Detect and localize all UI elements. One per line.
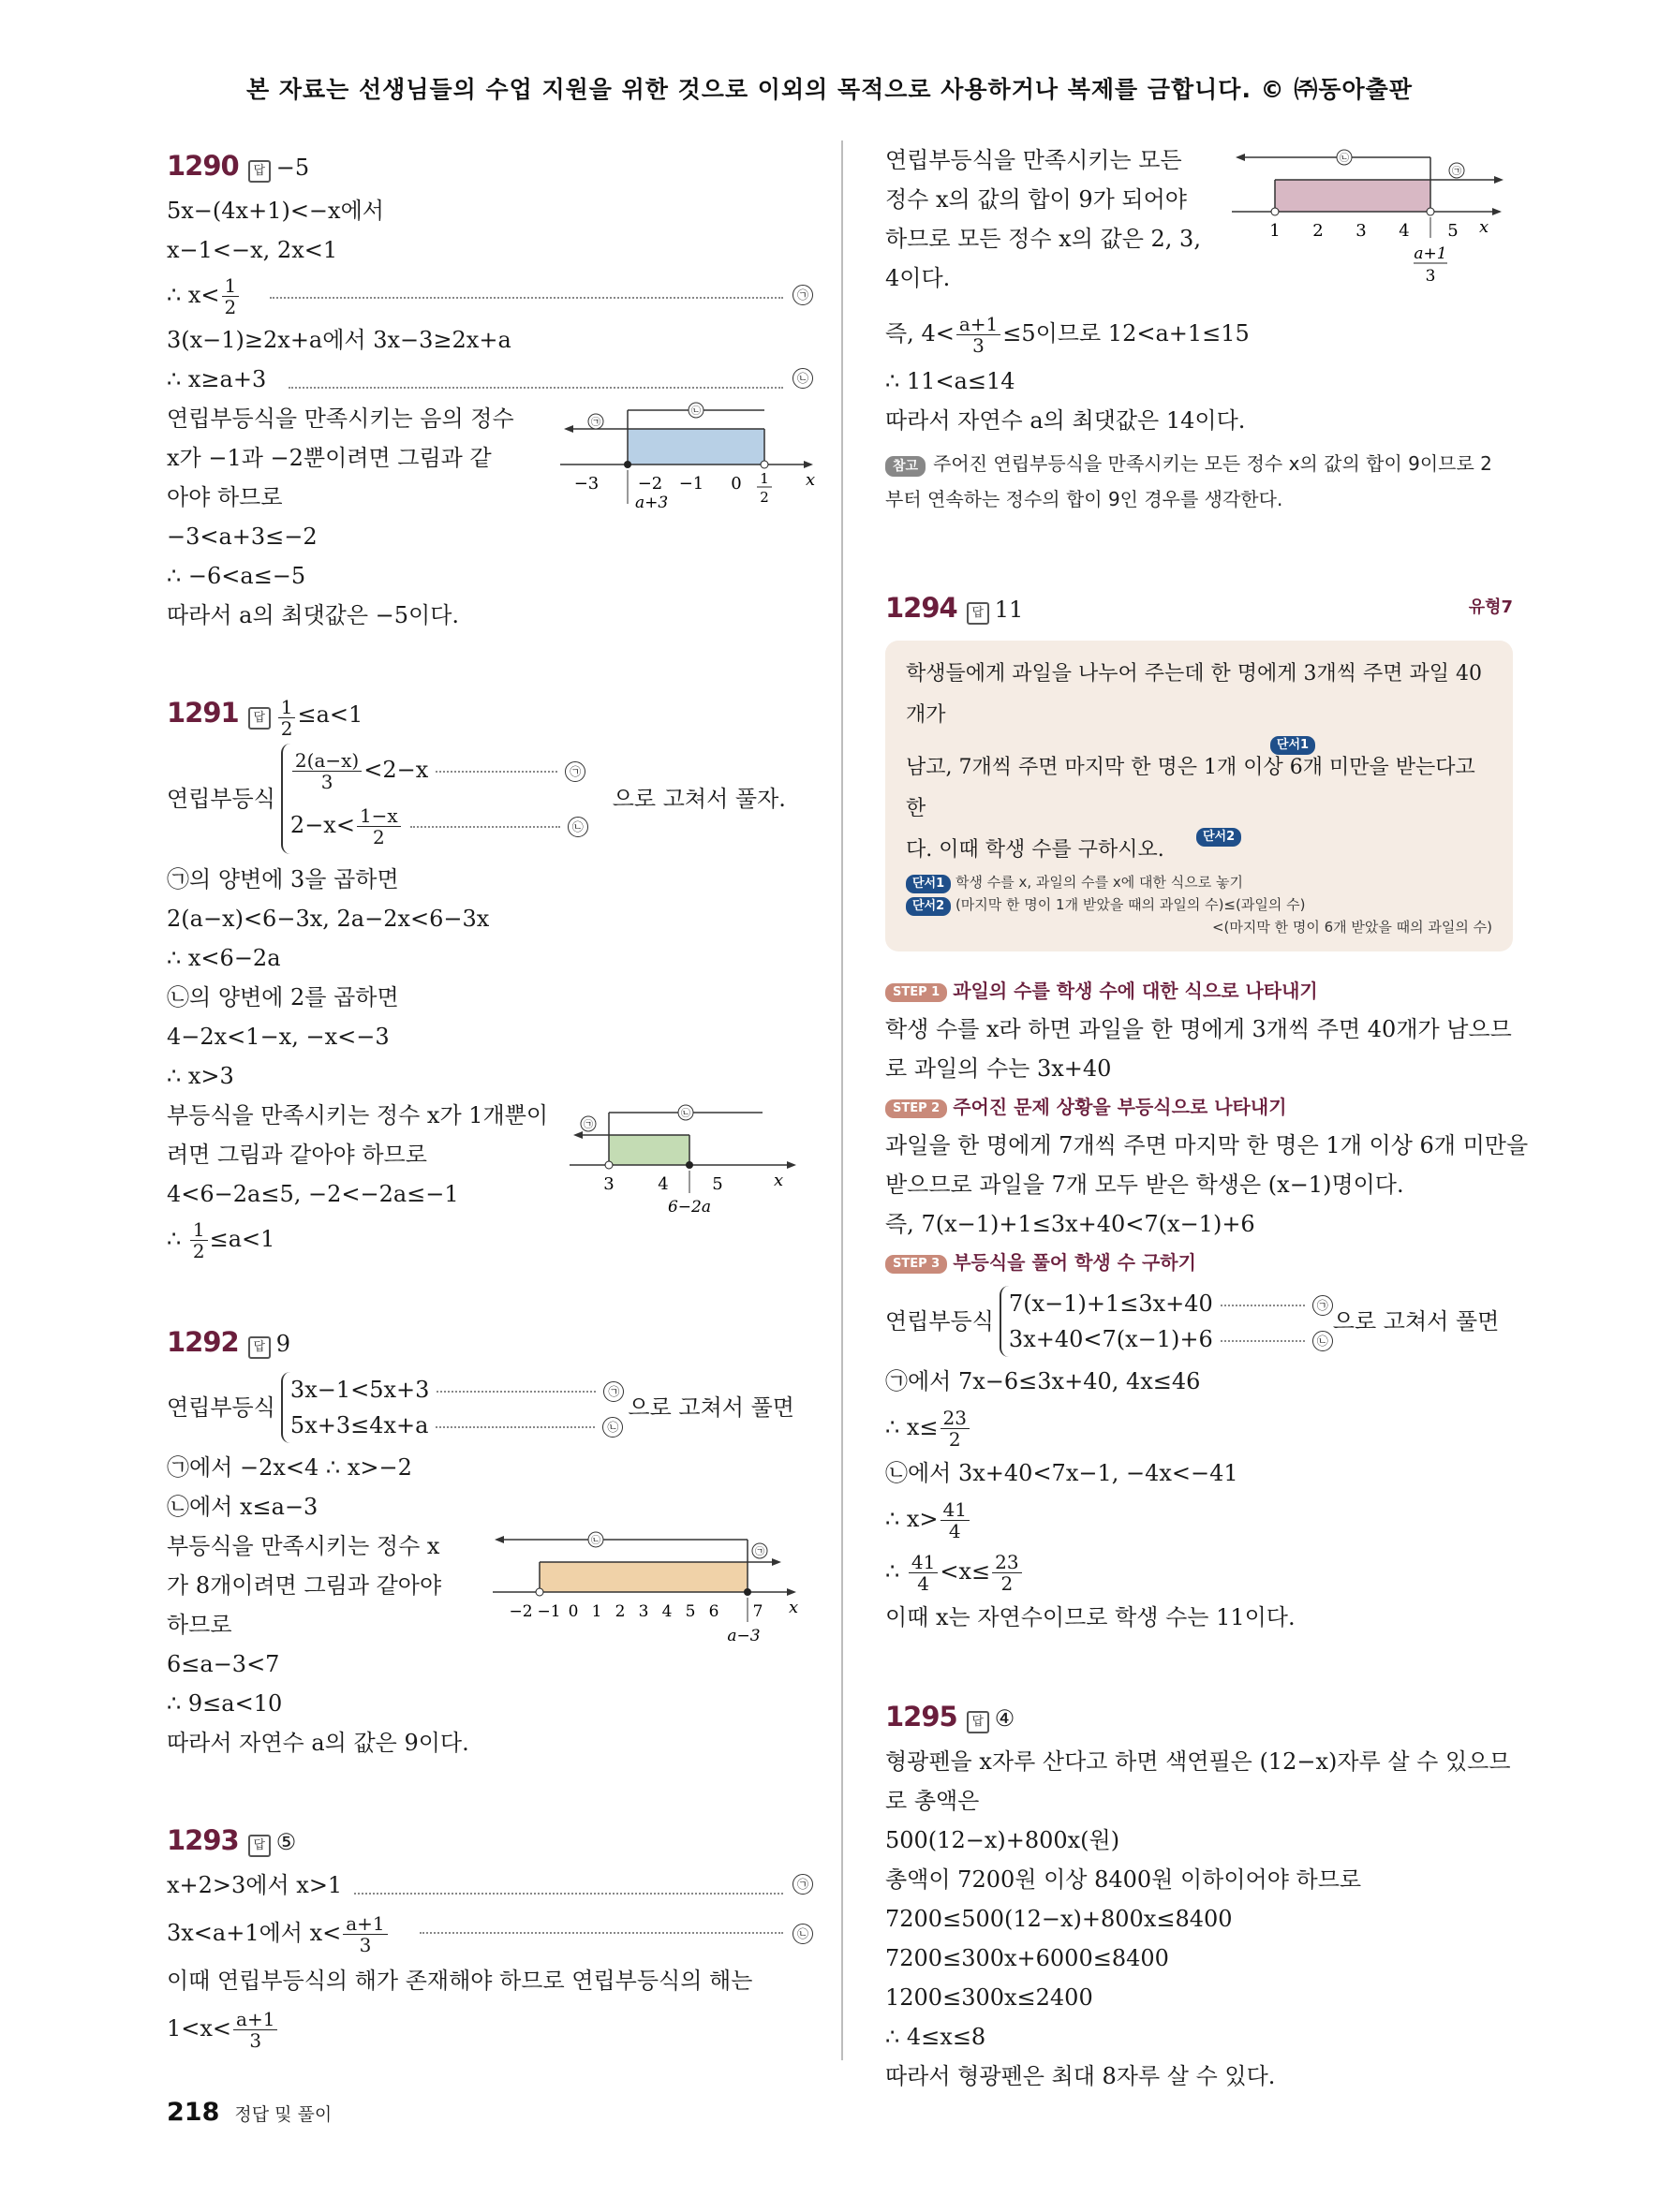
answer-icon: 답: [248, 707, 271, 730]
figure-block: [167, 399, 816, 517]
right-column: 연립부등식을 만족시키는 모든 정수 x의 값의 합이 9가 되어야 하므로 모든 정수 x의 값은 2, 3, 4이다. ㉡ ㉠ 1 2 3 4 5 x a+1 3 즉, 4< $\frac{a+1}{3}$ ≤5이므로 12<a+1≤15 ∴ 11<a≤14 따라서 자연수 a의 최댓값은 14이다. 참고 주어진 연립부등식을 만족시키는 모든 정수 x의 값의 합이 9이므로 2 부터 연속하는 정수의 합이 9인 경우를 생각한다. 1294 답 11 유형7 학생들에게 과일을 나누어 주는데 한 명에게 3개씩 주면 과일 40개가 단서1 남고, 7개씩 주면 마지막 한 명은 1개 이상 6개 미만을 받는다고 한 다. 이때 학생 수를 구하시오. 단서2 단서1 학생 수를 x, 과일의 수를 x에 대한 식으로 놓기 단서2 (마지막 한 명이 1개 받았을 때의 과일의 수)≤(과일의 수) <(마지막 한 명이 6개 받았을 때의 과일의 수) STEP 1 과일의 수를 학생 수에 대한 식으로 나타내기 학생 수를 x라 하면 과일을 한 명에게 3개씩 주면 40개가 남으므 로 과일의 수는 3x+40 STEP 2 주어진 문제 상황을 부등식으로 나타내기 과일을 한 명에게 7개씩 주면 마지막 한 명은 1개 이상 6개 미만을 받으므로 과일을 7개 모두 받은 학생은 (x−1)명이다. 즉, 7(x−1)+1≤3x+40<7(x−1)+6 STEP 3 부등식을 풀어 학생 수 구하기 연립부등식 7(x−1)+1≤3x+40 ㉠ 3x+40<7(x−1)+6 ㉡ 으로 고쳐서 풀면 ㉠에서 7x−6≤3x+40, 4x≤46 ∴ x≤ $\frac{23}{2}$ ㉡에서 3x+40<7x−1, −4x<−41 ∴ x> $\frac{41}{4}$ ∴ $\frac{41}{4}$ <x≤ $\frac{23}{2}$ 이때 x는 자연수이므로 학생 수는 11이다. 1295 답 ④ 형광펜을 x자루 산다고 하면 색연필은 (12−x)자루 살 수 있으므 로 총액은 500(12−x)+800x(원) 총액이 7200원 이상 8400원 이하이어야 하므로 7200≤500(12−x)+800x≤8400 7200≤300x+6000≤8400 1200≤300x≤2400 ∴ 4≤x≤8 따라서 형광펜은 최대 8자루 살 수 있다.: [885, 140, 1513, 2096]
answer-value: −5: [275, 155, 310, 181]
svg-text:x: x: [1479, 217, 1489, 237]
reference-note: 참고 주어진 연립부등식을 만족시키는 모든 정수 x의 값의 합이 9이므로 2 부터 연속하는 정수의 합이 9인 경우를 생각한다.: [885, 452, 1492, 510]
mark-b-icon: ㉡: [568, 817, 588, 837]
problem-1292-header: 1292 답 9: [167, 1326, 290, 1358]
solution-region: [540, 1562, 748, 1592]
mark-b-icon: ㉡: [1312, 1331, 1333, 1351]
svg-text:㉡: ㉡: [691, 406, 701, 417]
solution-line: 연립부등식을 만족시키는 음의 정수: [167, 406, 514, 432]
svg-text:㉡: ㉡: [1340, 154, 1349, 164]
solution-line: ∴ x<6−2a: [167, 945, 281, 971]
problem-1295-header: 1295 답 ④: [885, 1701, 1015, 1733]
svg-text:3: 3: [638, 1602, 649, 1621]
solution-line: ∴ x>3: [167, 1063, 234, 1089]
solution-line: 부등식을 만족시키는 정수 x가 1개뿐이: [167, 1102, 549, 1128]
svg-text:−2: −2: [509, 1602, 533, 1621]
mark-a-icon: ㉠: [603, 1381, 624, 1402]
problem-number: 1295: [885, 1701, 957, 1733]
solution-line: ∴ −6<a≤−5: [167, 563, 306, 589]
svg-text:2: 2: [760, 489, 769, 506]
svg-text:1: 1: [591, 1602, 602, 1621]
svg-text:3: 3: [1355, 221, 1367, 241]
svg-text:4: 4: [661, 1602, 673, 1621]
problem-1290-header: [167, 140, 813, 191]
svg-text:5: 5: [685, 1602, 696, 1621]
page-number: 218: [167, 2098, 220, 2127]
svg-text:㉠: ㉠: [755, 1547, 764, 1557]
problem-type: 유형7: [1468, 597, 1513, 617]
mark-a-icon: ㉠: [1312, 1295, 1333, 1316]
answer-icon: 답: [967, 1711, 989, 1733]
problem-number: 1290: [167, 150, 239, 182]
step-3-heading: STEP 3 부등식을 풀어 학생 수 구하기: [885, 1244, 1513, 1281]
problem-number: 1292: [167, 1326, 239, 1358]
number-line-figure-2: [570, 1096, 804, 1217]
number-line-figure-3: [493, 1523, 811, 1650]
solution-line: 따라서 자연수 a의 값은 9이다.: [167, 1730, 469, 1756]
solution-line: 5x−(4x+1)<−x에서: [167, 198, 384, 224]
solution-line: 1<x< $\frac{a+1}{3}$: [167, 2000, 813, 2057]
svg-text:a+1: a+1: [1414, 244, 1447, 263]
number-line-figure-1: [560, 397, 822, 519]
step-1-heading: STEP 1 과일의 수를 학생 수에 대한 식으로 나타내기: [885, 972, 1513, 1010]
footer-title: 정답 및 풀이: [234, 2104, 333, 2125]
solution-line: 따라서 a의 최댓값은 −5이다.: [167, 602, 460, 628]
solution-line: 따라서 자연수 a의 최댓값은 14이다.: [885, 407, 1246, 434]
svg-text:4: 4: [1399, 221, 1410, 241]
svg-text:7: 7: [752, 1602, 763, 1621]
solution-line: ㉠에서 −2x<4 ∴ x>−2: [167, 1454, 412, 1481]
mark-a-icon: ㉠: [792, 1874, 813, 1895]
solution-line: 즉, 4< $\frac{a+1}{3}$ ≤5이므로 12<a+1≤15: [885, 313, 1250, 357]
solution-line: 가 8개이려면 그림과 같아야: [167, 1572, 442, 1599]
solution-line: 2(a−x)<6−3x, 2a−2x<6−3x: [167, 906, 490, 932]
solution-line: ㉠의 양변에 3을 곱하면: [167, 866, 399, 892]
solution-line: 3(x−1)≥2x+a에서 3x−3≥2x+a: [167, 327, 511, 353]
solution-region: [1275, 180, 1430, 212]
solution-line: 6≤a−3<7: [167, 1651, 280, 1677]
column-divider: [841, 140, 843, 2060]
solution-line: 하므로 모든 정수 x의 값은 2, 3,: [885, 226, 1201, 252]
answer-icon: 답: [248, 1336, 271, 1359]
svg-text:x: x: [789, 1598, 799, 1617]
solution-line: −3<a+3≤−2: [167, 524, 318, 550]
solution-region: [628, 429, 764, 465]
mark-a-icon: ㉠: [565, 761, 585, 782]
solution-line: 4−2x<1−x, −x<−3: [167, 1024, 390, 1050]
problem-number: 1293: [167, 1824, 239, 1856]
answer-icon: 답: [248, 160, 271, 183]
problem-number: 1291: [167, 697, 239, 729]
svg-text:1: 1: [1269, 221, 1281, 241]
svg-text:a+3: a+3: [635, 494, 669, 512]
svg-text:a−3: a−3: [727, 1627, 761, 1645]
solution-line: 아야 하므로: [167, 484, 283, 510]
page-footer: [167, 2098, 332, 2127]
svg-text:㉠: ㉠: [584, 1120, 593, 1130]
solution-line: 이때 연립부등식의 해가 존재해야 하므로 연립부등식의 해는: [167, 1968, 753, 1994]
problem-1293-header: 1293 답 ⑤: [167, 1824, 297, 1856]
solution-line: 연립부등식을 만족시키는 모든: [885, 147, 1182, 173]
svg-text:㉡: ㉡: [591, 1536, 600, 1546]
svg-text:−1: −1: [537, 1602, 561, 1621]
problem-number: 1294: [885, 592, 957, 624]
solution-line: 부등식을 만족시키는 정수 x: [167, 1533, 440, 1559]
left-column: [167, 140, 816, 2057]
inequality-system: 연립부등식 $\frac{2(a-x)}{3}$ <2−x ㉠ 2−x< $\frac{1-x}{2}$ ㉡ 으로 고쳐서 풀자.: [167, 738, 813, 860]
svg-text:4: 4: [658, 1174, 669, 1194]
figure-block: [167, 1526, 813, 1644]
solution-region: [609, 1135, 689, 1165]
copyright-notice: 본 자료는 선생님들의 수업 지원을 위한 것으로 이외의 목적으로 사용하거나 복제를 금합니다. © ㈜동아출판: [246, 76, 1413, 103]
solution-line: 3x<a+1에서 x< $\frac{a+1}{3}$ ㉡: [167, 1905, 813, 1961]
solution-line: 정수 x의 값의 합이 9가 되어야: [885, 186, 1187, 213]
svg-text:−2: −2: [637, 474, 663, 494]
solution-line: 4이다.: [885, 265, 951, 291]
svg-text:3: 3: [1425, 267, 1436, 286]
svg-text:0: 0: [568, 1602, 579, 1621]
figure-block: [167, 1096, 813, 1217]
step-2-heading: STEP 2 주어진 문제 상황을 부등식으로 나타내기: [885, 1088, 1513, 1126]
solution-line: x−1<−x, 2x<1: [167, 237, 338, 263]
svg-text:−3: −3: [573, 474, 600, 494]
solution-line: 4<6−2a≤5, −2<−2a≤−1: [167, 1181, 459, 1207]
svg-text:㉠: ㉠: [591, 418, 600, 428]
solution-line: ∴ 11<a≤14: [885, 368, 1015, 394]
solution-line: ㉡의 양변에 2를 곱하면: [167, 984, 399, 1010]
answer-fraction: $\frac{1}{2}$: [278, 697, 296, 739]
svg-text:x: x: [774, 1171, 784, 1190]
mark-b-icon: ㉡: [602, 1417, 623, 1438]
svg-text:6: 6: [708, 1602, 719, 1621]
solution-line: ∴ 9≤a<10: [167, 1690, 283, 1717]
svg-text:5: 5: [1447, 221, 1459, 241]
svg-text:3: 3: [603, 1174, 615, 1194]
problem-1294-header: 1294 답 11 유형7: [885, 582, 1513, 633]
answer-icon: 답: [248, 1835, 271, 1857]
svg-text:−1: −1: [678, 474, 704, 494]
solution-line: x+2>3에서 x>1 ㉠: [167, 1865, 813, 1905]
solution-line: x가 −1과 −2뿐이려면 그림과 같: [167, 445, 492, 471]
answer-icon: 답: [967, 602, 989, 625]
mark-a-icon: ㉠: [792, 285, 813, 305]
solution-line: ∴ x≥a+3 ㉡: [167, 360, 813, 399]
svg-text:㉠: ㉠: [1452, 167, 1461, 177]
solution-line: ∴ x< $\frac{1}{2}$ ㉠: [167, 270, 813, 320]
number-line-figure-4: [1232, 140, 1513, 300]
svg-text:0: 0: [731, 474, 742, 494]
svg-text:㉡: ㉡: [681, 1109, 690, 1119]
svg-text:x: x: [806, 470, 816, 490]
solution-line: ∴ $\frac{1}{2}$ ≤a<1: [167, 1218, 275, 1262]
inequality-system: 연립부등식 7(x−1)+1≤3x+40 ㉠ 3x+40<7(x−1)+6 ㉡ 으로 고쳐서 풀면: [885, 1281, 1513, 1362]
svg-text:1: 1: [760, 470, 769, 487]
solution-line: 하므로: [167, 1612, 232, 1638]
problem-box: 학생들에게 과일을 나누어 주는데 한 명에게 3개씩 주면 과일 40개가 단서1 남고, 7개씩 주면 마지막 한 명은 1개 이상 6개 미만을 받는다고 한 다. 이때 학생 수를 구하시오. 단서2 단서1 학생 수를 x, 과일의 수를 x에 대한 식으로 놓기 단서2 (마지막 한 명이 1개 받았을 때의 과일의 수)≤(과일의 수) <(마지막 한 명이 6개 받았을 때의 과일의 수): [885, 641, 1513, 951]
svg-text:5: 5: [712, 1174, 723, 1194]
figure-block: [885, 140, 1513, 305]
solution-line: 려면 그림과 같아야 하므로: [167, 1142, 427, 1168]
mark-b-icon: ㉡: [792, 1924, 813, 1944]
svg-text:2: 2: [615, 1602, 626, 1621]
svg-text:2: 2: [1312, 221, 1324, 241]
mark-b-icon: ㉡: [792, 368, 813, 389]
inequality-system: 연립부등식 3x−1<5x+3 ㉠ 5x+3≤4x+a ㉡ 으로 고쳐서 풀면: [167, 1367, 813, 1448]
solution-line: ㉡에서 x≤a−3: [167, 1494, 318, 1520]
svg-text:6−2a: 6−2a: [667, 1198, 712, 1217]
problem-1291-header: 1291 답 $\frac{1}{2}$ ≤a<1: [167, 696, 363, 740]
